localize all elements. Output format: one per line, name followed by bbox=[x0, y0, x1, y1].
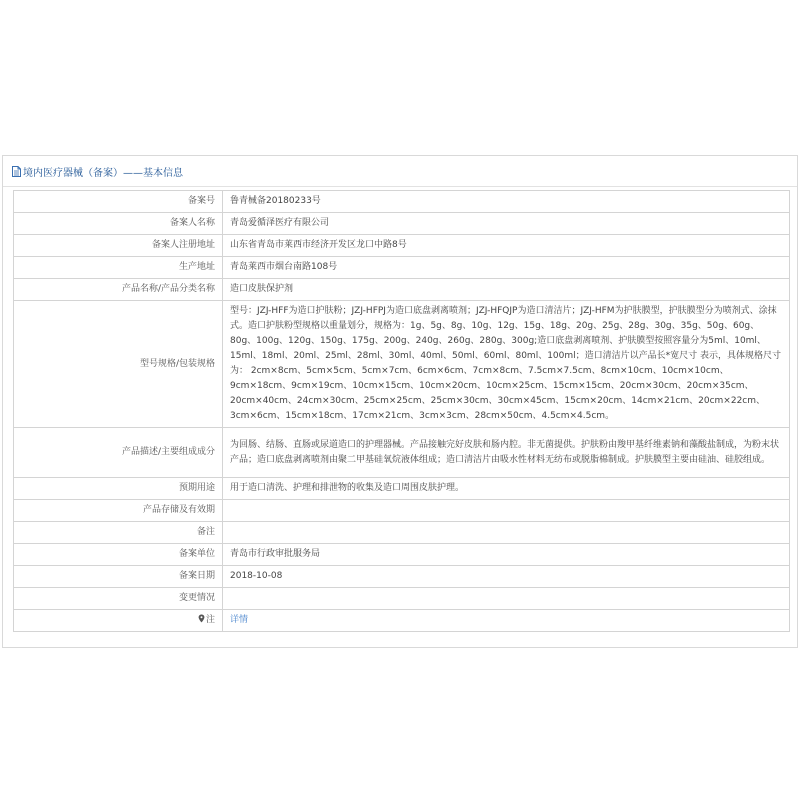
filing-unit-label: 备案单位 bbox=[14, 544, 223, 566]
record-number-value: 鲁青械备20180233号 bbox=[223, 191, 790, 213]
product-name-label: 产品名称/产品分类名称 bbox=[14, 279, 223, 301]
details-link[interactable]: 详情 bbox=[230, 615, 249, 625]
product-description-label: 产品描述/主要组成成分 bbox=[14, 428, 223, 478]
row-product-name bbox=[14, 279, 790, 301]
row-note bbox=[14, 610, 790, 632]
row-registrant-address bbox=[14, 235, 790, 257]
record-number-label: 备案号 bbox=[14, 191, 223, 213]
row-change-status bbox=[14, 588, 790, 610]
row-registrant-name bbox=[14, 213, 790, 235]
note-value-cell bbox=[223, 610, 790, 632]
intended-use-value: 用于造口清洗、护理和排泄物的收集及造口周围皮肤护理。 bbox=[223, 478, 790, 500]
registrant-name-value: 青岛爱循泽医疗有限公司 bbox=[223, 213, 790, 235]
product-description-value: 为回肠、结肠、直肠或尿道造口的护理器械。产品接触完好皮肤和肠内腔。非无菌提供。护肤粉由羧甲基纤维素钠和藻酸盐制成，为粉末状产品；造口底盘剥离喷剂由聚二甲基硅氧烷液体组成；造口清洁片由吸水性材料无纺布或脱脂棉制成。护肤膜型主要由硅油、硅胶组成。 bbox=[223, 428, 790, 478]
production-address-label: 生产地址 bbox=[14, 257, 223, 279]
intended-use-label: 预期用途 bbox=[14, 478, 223, 500]
change-status-label: 变更情况 bbox=[14, 588, 223, 610]
remarks-value bbox=[223, 522, 790, 544]
filing-date-value: 2018-10-08 bbox=[223, 566, 790, 588]
row-storage-validity bbox=[14, 500, 790, 522]
row-production-address bbox=[14, 257, 790, 279]
page-title: 境内医疗器械（备案）——基本信息 bbox=[23, 167, 183, 179]
info-table bbox=[13, 190, 790, 632]
storage-validity-label: 产品存储及有效期 bbox=[14, 500, 223, 522]
note-label: 注 bbox=[205, 615, 215, 625]
row-remarks bbox=[14, 522, 790, 544]
change-status-value bbox=[223, 588, 790, 610]
row-filing-date bbox=[14, 566, 790, 588]
row-intended-use bbox=[14, 478, 790, 500]
product-name-value: 造口皮肤保护剂 bbox=[223, 279, 790, 301]
remarks-label: 备注 bbox=[14, 522, 223, 544]
document-icon bbox=[12, 166, 21, 177]
row-model-spec bbox=[14, 301, 790, 428]
filing-date-label: 备案日期 bbox=[14, 566, 223, 588]
panel-header bbox=[3, 156, 797, 187]
model-spec-label: 型号规格/包装规格 bbox=[14, 301, 223, 428]
registrant-name-label: 备案人名称 bbox=[14, 213, 223, 235]
note-label-cell bbox=[14, 610, 223, 632]
registrant-address-value: 山东省青岛市莱西市经济开发区龙口中路8号 bbox=[223, 235, 790, 257]
record-panel bbox=[2, 155, 798, 648]
row-product-description bbox=[14, 428, 790, 478]
row-filing-unit bbox=[14, 544, 790, 566]
filing-unit-value: 青岛市行政审批服务局 bbox=[223, 544, 790, 566]
storage-validity-value bbox=[223, 500, 790, 522]
row-record-number bbox=[14, 191, 790, 213]
model-spec-value: 型号：JZJ-HFF为造口护肤粉；JZJ-HFPJ为造口底盘剥离喷剂；JZJ-HFQJP为造口清洁片；JZJ-HFM为护肤膜型，护肤膜型分为喷剂式、涂抹式。造口护肤粉型规格以重量划分，规格为：1g、5g、8g、10g、12g、15g、18g、20g、25g、28g、30g、35g、50g、60g、80g、100g、120g、150g、175g、200g、240g、260g、280g、300g;造口底盘剥离喷剂、护肤膜型按照容量分为5ml、10ml、15ml、18ml、20ml、25ml、28ml、30ml、40ml、50ml、60ml、80ml、100ml；造口清洁片以产品长*宽尺寸 表示，具体规格尺寸为： 2cm×8cm、5cm×5cm、5cm×7cm、6cm×6cm、7cm×8cm、7.5cm×7.5cm、8cm×10cm、10cm×10cm、9cm×18cm、9cm×19cm、10cm×15cm、10cm×20cm、10cm×25cm、15cm×15cm、20cm×30cm、20cm×35cm、20cm×40cm、24cm×30cm、25cm×25cm、25cm×30cm、30cm×45cm、15cm×20cm、14cm×21cm、20cm×22cm、3cm×6cm、15cm×18cm、17cm×21cm、3cm×3cm、28cm×50cm、4.5cm×4.5cm。 bbox=[223, 301, 790, 428]
production-address-value: 青岛莱西市烟台南路108号 bbox=[223, 257, 790, 279]
location-pin-icon bbox=[198, 614, 205, 623]
registrant-address-label: 备案人注册地址 bbox=[14, 235, 223, 257]
